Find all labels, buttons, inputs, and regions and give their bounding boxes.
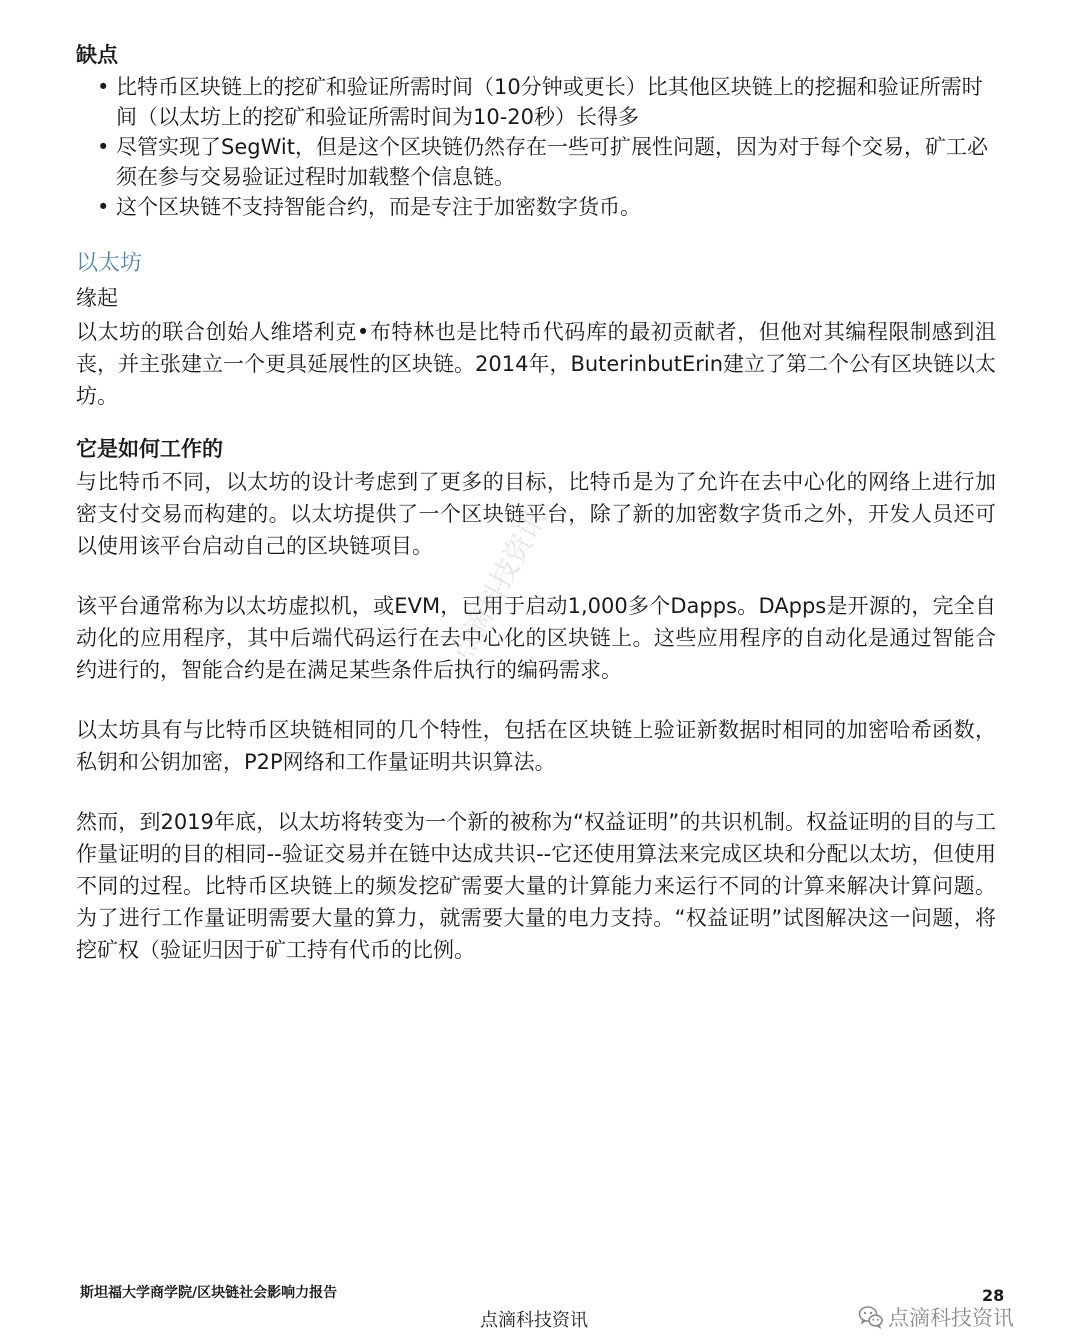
wechat-icon: [858, 1304, 884, 1330]
cons-list: [76, 72, 996, 222]
watermark: 点滴科技资讯: [444, 503, 553, 668]
page-content: [76, 40, 996, 966]
paragraph: 该平台通常称为以太坊虚拟机，或EVM，已用于启动1,000多个Dapps。DApps是开源的，完全自动化的应用程序，其中后端代码运行在去中心化的区块链上。这些应用程序的自动化是通过智能合约进行的，智能合约是在满足某些条件后执行的编码需求。: [76, 594, 996, 682]
report-name: 斯坦福大学商学院/区块链社会影响力报告: [80, 1285, 338, 1301]
paragraph: 以太坊具有与比特币区块链相同的几个特性，包括在区块链上验证新数据时相同的加密哈希函数，私钥和公钥加密，P2P网络和工作量证明共识算法。: [76, 718, 996, 774]
brand-text: 点滴科技资讯: [888, 1306, 1014, 1330]
footer-source: 点滴科技资讯: [480, 1310, 588, 1331]
list-item-text: 尽管实现了SegWit，但是这个区块链仍然存在一些可扩展性问题，因为对于每个交易，矿工必须在参与交易验证过程时加载整个信息链。: [116, 135, 988, 189]
list-item: [76, 192, 996, 222]
bullet-icon: •: [97, 195, 110, 219]
list-item: [76, 132, 996, 192]
paragraph: 与比特币不同，以太坊的设计考虑到了更多的目标，比特币是为了允许在去中心化的网络上进行加密支付交易而构建的。以太坊提供了一个区块链平台，除了新的加密数字货币之外，开发人员还可以使用该平台启动自己的区块链项目。: [76, 470, 996, 558]
how-it-works-heading: 它是如何工作的: [76, 437, 223, 461]
section-title: 以太坊: [76, 251, 143, 276]
cons-heading: 缺点: [76, 43, 118, 67]
list-item-text: 比特币区块链上的挖矿和验证所需时间（10分钟或更长）比其他区块链上的挖掘和验证所需时间（以太坊上的挖矿和验证所需时间为10-20秒）长得多: [116, 75, 983, 129]
list-item: [76, 72, 996, 132]
origin-paragraph: 以太坊的联合创始人维塔利克•布特林也是比特币代码库的最初贡献者，但他对其编程限制感到沮丧，并主张建立一个更具延展性的区块链。2014年，ButerinbutErin建立了第二个公有区块链以太坊。: [76, 320, 997, 408]
origin-heading: 缘起: [76, 286, 118, 310]
paragraph: 然而，到2019年底，以太坊将转变为一个新的被称为“权益证明”的共识机制。权益证明的目的与工作量证明的目的相同--验证交易并在链中达成共识--它还使用算法来完成区块和分配以太坊，但使用不同的过程。比特币区块链上的频发挖矿需要大量的计算能力来运行不同的计算来解决计算问题。为了进行工作量证明需要大量的算力，就需要大量的电力支持。“权益证明”试图解决这一问题，将挖矿权（验证归因于矿工持有代币的比例。: [76, 810, 996, 962]
brand-mark: [858, 1302, 1014, 1332]
bullet-icon: •: [97, 75, 110, 99]
list-item-text: 这个区块链不支持智能合约，而是专注于加密数字货币。: [116, 195, 641, 219]
bullet-icon: •: [97, 135, 110, 159]
page-number: 28: [982, 1286, 1005, 1305]
